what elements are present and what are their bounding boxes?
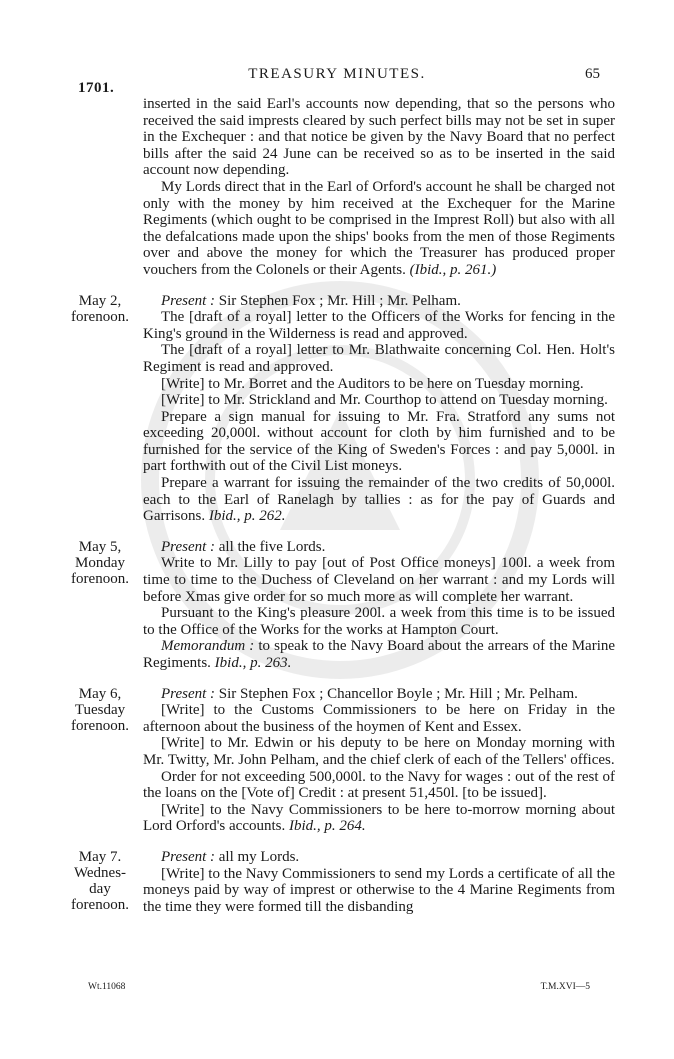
citation: Ibid., p. 262.	[208, 508, 286, 525]
entry-date: May 5, Monday forenoon.	[71, 538, 129, 587]
printer-mark: Wt.11068	[88, 982, 126, 992]
intro-paragraph: inserted in the said Earl's accounts now depending, that so the persons who received the said imprests cleared by such perfect bills may not be set in super in the Exchequer : and that notice be given by the Navy Board that no perfect bills after the said 24 June can be received so as to be inserted in the said account now depending.	[143, 96, 615, 179]
year-label: 1701.	[78, 80, 115, 96]
page-number: 65	[585, 66, 600, 82]
minute-paragraph: The [draft of a royal] letter to the Officers of the Works for fencing in the King's ground in the Wilderness is read and approved.	[143, 309, 615, 342]
signature-mark: T.M.XVI—5	[540, 982, 590, 992]
minute-paragraph: Write to Mr. Lilly to pay [out of Post Office moneys] 100l. a week from time to time to the Duchess of Cleveland on her warrant : and my Lords will before Xmas give order for so much more as will complete her warrant.	[143, 555, 615, 605]
minute-paragraph: [Write] to the Navy Commissioners to send my Lords a certificate of all the moneys paid by way of imprest or otherwise to the 4 Marine Regiments from the time they were formed till the disbanding	[143, 865, 615, 915]
present-line: Present : Sir Stephen Fox ; Chancellor Boyle ; Mr. Hill ; Mr. Pelham.	[161, 685, 578, 702]
present-line: Present : all the five Lords.	[161, 538, 326, 555]
minute-paragraph: Order for not exceeding 500,000l. to the Navy for wages : out of the rest of the loans on the [Vote of] Credit : at present 51,450l. [to be issued].	[143, 768, 615, 802]
minute-paragraph: [Write] to the Navy Commissioners to be here to-morrow morning about Lord Orford's accounts. Ibid., p. 264.	[143, 801, 615, 835]
minute-paragraph: The [draft of a royal] letter to Mr. Blathwaite concerning Col. Hen. Holt's Regiment is read and approved.	[143, 342, 615, 375]
minute-paragraph: Pursuant to the King's pleasure 200l. a week from this time is to be issued to the Office of the Works for the works at Hampton Court.	[143, 605, 615, 638]
minute-paragraph: [Write] to Mr. Edwin or his deputy to be here on Monday morning with Mr. Twitty, Mr. John Pelham, and the chief clerk of each of the Tellers' offices.	[143, 735, 615, 768]
present-line: Present : Sir Stephen Fox ; Mr. Hill ; Mr. Pelham.	[161, 292, 461, 309]
present-line: Present : all my Lords.	[161, 848, 300, 865]
minute-entry	[0, 849, 674, 915]
entry-date: May 6, Tuesday forenoon.	[71, 685, 129, 734]
body-text	[0, 96, 674, 929]
minute-paragraph: [Write] to Mr. Strickland and Mr. Courthop to attend on Tuesday morning.	[161, 392, 608, 409]
intro-paragraph: My Lords direct that in the Earl of Orford's account he shall be charged not only with the money by him received at the Exchequer for the Marine Regiments (which ought to be comprised in the Imprest Roll) but also with all the defalcations made upon the ships' books from the men of those Regiments over and above the money for which the Treasurer has produced proper vouchers from the Colonels or their Agents. (Ibid., p. 261.)	[143, 178, 615, 278]
minute-paragraph: [Write] to the Customs Commissioners to be here on Friday in the afternoon about the business of the hoymen of Kent and Essex.	[143, 702, 615, 735]
memorandum-line: Memorandum : to speak to the Navy Board about the arrears of the Marine Regiments. Ibid., p. 263.	[143, 638, 616, 671]
minute-entry	[0, 293, 674, 525]
minute-entry	[0, 686, 674, 835]
entry-date: May 2, forenoon.	[71, 292, 129, 325]
citation: Ibid., p. 263.	[214, 655, 292, 671]
minute-paragraph: Prepare a sign manual for issuing to Mr. Fra. Stratford any sums not exceeding 20,000l. without account for cloth by him furnished and to be furnished for the service of the King of Sweden's Forces : and pay 5,000l. in part forthwith out of the Civil List moneys.	[143, 408, 615, 475]
page-title: TREASURY MINUTES.	[248, 66, 426, 82]
entry-date: May 7. Wednes- day forenoon.	[71, 848, 129, 913]
minute-paragraph: [Write] to Mr. Borret and the Auditors to be here on Tuesday morning.	[161, 375, 584, 392]
running-header	[0, 66, 674, 96]
citation: Ibid., p. 264.	[289, 818, 366, 835]
minute-paragraph: Prepare a warrant for issuing the remainder of the two credits of 50,000l. each to the Earl of Ranelagh by tallies : as for the pay of Guards and Garrisons. Ibid., p. 262.	[143, 475, 615, 525]
minute-entry	[0, 539, 674, 672]
page-footer	[0, 982, 674, 998]
intro-entry	[0, 96, 674, 279]
citation: (Ibid., p. 261.)	[409, 261, 497, 278]
